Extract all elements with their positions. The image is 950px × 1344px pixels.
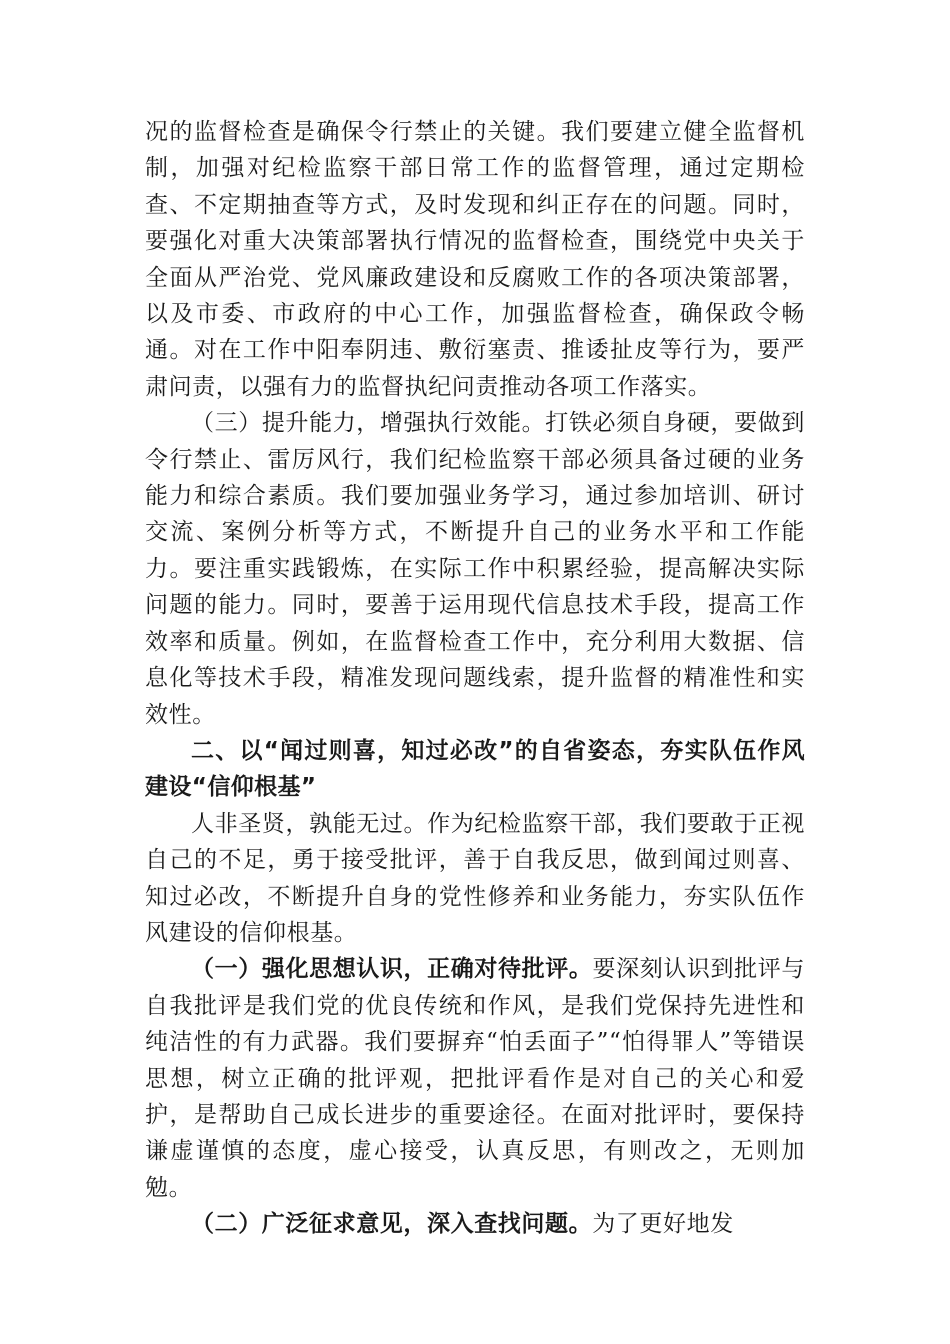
subsection-lead: （二）广泛征求意见，深入查找问题。: [191, 1210, 593, 1238]
subsection-lead: （一）强化思想认识，正确对待批评。: [191, 955, 593, 983]
body-paragraph: [145, 951, 805, 1206]
subsection-body: 为了更好地发: [592, 1211, 734, 1238]
subsection-body: 要深刻认识到批评与自我批评是我们党的优良传统和作风，是我们党保持先进性和纯洁性的有力武器。我们要摒弃“怕丢面子”“怕得罪人”等错误思想，树立正确的批评观，把批评看作是对自己的关心和爱护，是帮助自己成长进步的重要途径。在面对批评时，要保持谦虚谨慎的态度，虚心接受，认真反思，有则改之，无则加勉。: [145, 956, 805, 1201]
body-paragraph: （三）提升能力，增强执行效能。打铁必须自身硬，要做到令行禁止、雷厉风行，我们纪检监察干部必须具备过硬的业务能力和综合素质。我们要加强业务学习，通过参加培训、研讨交流、案例分析等方式，不断提升自己的业务水平和工作能力。要注重实践锻炼，在实际工作中积累经验，提高解决实际问题的能力。同时，要善于运用现代信息技术手段，提高工作效率和质量。例如，在监督检查工作中，充分利用大数据、信息化等技术手段，精准发现问题线索，提升监督的精准性和实效性。: [145, 410, 805, 728]
body-paragraph: 人非圣贤，孰能无过。作为纪检监察干部，我们要敢于正视自己的不足，勇于接受批评，善于自我反思，做到闻过则喜、知过必改，不断提升自身的党性修养和业务能力，夯实队伍作风建设的信仰根基。: [145, 810, 805, 946]
section-heading: 二、以“闻过则喜，知过必改”的自省姿态，夯实队伍作风建设“信仰根基”: [145, 737, 805, 801]
body-paragraph: [145, 1206, 805, 1242]
document-page: [145, 114, 805, 1243]
body-paragraph: 况的监督检查是确保令行禁止的关键。我们要建立健全监督机制，加强对纪检监察干部日常工作的监督管理，通过定期检查、不定期抽查等方式，及时发现和纠正存在的问题。同时，要强化对重大决策部署执行情况的监督检查，围绕党中央关于全面从严治党、党风廉政建设和反腐败工作的各项决策部署，以及市委、市政府的中心工作，加强监督检查，确保政令畅通。对在工作中阳奉阴违、敷衍塞责、推诿扯皮等行为，要严肃问责，以强有力的监督执纪问责推动各项工作落实。: [145, 119, 805, 400]
